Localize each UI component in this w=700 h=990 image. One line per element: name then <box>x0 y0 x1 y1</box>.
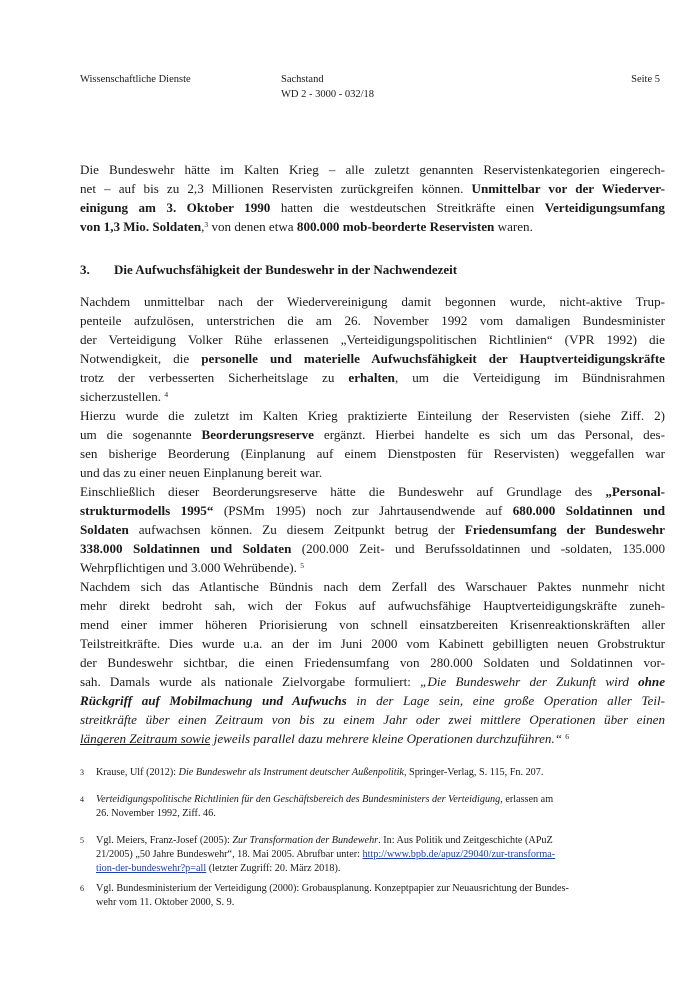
footnote-number: 3 <box>80 768 84 777</box>
paragraph-grobstruktur-2000 <box>80 577 665 748</box>
section-number: 3. <box>80 262 90 277</box>
text-line: streitkräfte über einen Zeitraum von bis zu einem Jahr oder zwei mittlere Operationen über einen <box>80 712 665 727</box>
text-line: Soldaten aufwachsen können. Zu diesem Zeitpunkt betrug der Friedensumfang der Bundeswehr <box>80 522 665 537</box>
footnote-text: Krause, Ulf (2012): Die Bundeswehr als Instrument deutscher Außenpolitik, Springer-Verlag, S. 115, Fn. 207. <box>96 767 544 778</box>
text-line: der Verteidigung Volker Rühe erlassenen „Verteidigungspolitischen Richtlinien“ (VPR 1992) die <box>80 332 665 347</box>
paragraph-psm-1995 <box>80 482 665 577</box>
text-line: penteile aufzulösen, unterstrichen die am 26. November 1992 vom damaligen Bundesminister <box>80 313 665 328</box>
text-line: net – auf bis zu 2,3 Millionen Reservisten zurückgreifen können. Unmittelbar vor der Wiederver- <box>80 181 665 196</box>
footnote-number: 4 <box>80 795 84 804</box>
header-page-number: Seite 5 <box>631 74 660 85</box>
footnote-ref[interactable]: 3 <box>204 220 209 229</box>
text-line: Rückgriff auf Mobilmachung und Aufwuchs in der Lage sein, eine große Operation aller Teil- <box>80 693 665 708</box>
footnote-url-link[interactable]: http://www.bpb.de/apuz/29040/zur-transforma- <box>362 849 556 860</box>
footnote-number: 5 <box>80 836 84 845</box>
text-line: trotz der verbesserten Sicherheitslage zu erhalten, um die Verteidigung im Bündnisrahmen <box>80 370 665 385</box>
header-doc-type: Sachstand <box>281 74 324 85</box>
text-line: Die Bundeswehr hätte im Kalten Krieg – alle zuletzt genannten Reservistenkategorien eingerech- <box>80 162 665 177</box>
paragraph-cold-war-reservists <box>80 160 665 236</box>
text-line: und das zu einer neuen Einplanung bereit war. <box>80 465 323 480</box>
section-heading <box>80 260 457 279</box>
text-line: um die sogenannte Beorderungsreserve ergänzt. Hierbei handelte es sich um das Personal, des- <box>80 427 665 442</box>
text-line: der Bundeswehr sichtbar, die einen Friedensumfang von 280.000 Soldaten und Soldatinnen vor- <box>80 655 665 670</box>
text-line: Nachdem unmittelbar nach der Wiedervereinigung damit begonnen wurde, nicht-aktive Trup- <box>80 294 665 309</box>
footnote-ref[interactable]: 4 <box>164 390 169 399</box>
footnote-text: Vgl. Meiers, Franz-Josef (2005): Zur Transformation der Bundewehr. In: Aus Politik und Zeitgeschichte (APuZ 21/2005) „50 Jahre Bundeswehr“, 18. Mai 2005. Abrufbar unter: http://www.bpb.de/apuz/29040/zur-transforma- tion-der-bundeswehr?p=all (letzter Zugriff: 20. März 2018). <box>96 835 556 874</box>
header-document-info <box>281 72 374 102</box>
footnote-ref[interactable]: 5 <box>300 561 304 570</box>
text-line: sicherzustellen. $^4$ <box>80 389 169 404</box>
footnote-text: Verteidigungspolitische Richtlinien für den Geschäftsbereich des Bundesministers der Verteidigung, erlassen am 26. November 1992, Ziff. 46. <box>96 794 554 819</box>
footnote-separator <box>80 744 210 745</box>
text-line: Nachdem sich das Atlantische Bündnis nach dem Zerfall des Warschauer Paktes nunmehr nicht <box>80 579 665 594</box>
text-line: mehr direkt bedroht sah, wich der Fokus auf aufwuchsfähige Hauptverteidigungskräfte zuneh- <box>80 598 665 613</box>
header-institution: Wissenschaftliche Dienste <box>80 74 191 85</box>
text-line: 338.000 Soldatinnen und Soldaten (200.000 Zeit- und Berufssoldatinnen und -soldaten, 135.000 <box>80 541 665 556</box>
section-title: Die Aufwuchsfähigkeit der Bundeswehr in der Nachwendezeit <box>114 262 458 277</box>
text-line: Hierzu wurde die zuletzt im Kalten Krieg praktizierte Einteilung der Reservisten (siehe Ziff. 2) <box>80 408 665 423</box>
paragraph-vpr-1992 <box>80 292 665 406</box>
text-line: sen bisherige Beorderung (Einplanung auf einem Dienstposten für Reservisten) weggefallen war <box>80 446 665 461</box>
header-doc-number: WD 2 - 3000 - 032/18 <box>281 89 375 100</box>
text-line: Einschließlich dieser Beorderungsreserve hätte die Bundeswehr auf Grundlage des „Personal- <box>80 484 665 499</box>
footnote-ref[interactable]: 6 <box>565 732 570 741</box>
text-line: einigung am 3. Oktober 1990 hatten die westdeutschen Streitkräfte einen Verteidigungsumfang <box>80 200 665 215</box>
text-line: Wehrpflichtigen und 3.000 Wehrübende). $^5$ <box>80 560 304 575</box>
footnote-number: 6 <box>80 884 84 893</box>
text-line: strukturmodells 1995“ (PSMm 1995) noch zur Jahrtausendwende auf 680.000 Soldatinnen und <box>80 503 666 518</box>
text-line: sah. Damals wurde als nationale Zielvorgabe formuliert: „Die Bundeswehr der Zukunft wird ohne <box>80 674 666 689</box>
text-line: Notwendigkeit, die personelle und materielle Aufwuchsfähigkeit der Hauptverteidigungskräfte <box>80 351 665 366</box>
footnote-url-link-cont[interactable]: tion-der-bundeswehr?p=all <box>96 863 207 874</box>
text-line: mend einer immer höheren Priorisierung von schnell einsatzbereiten Krisenreaktionskräften aller <box>80 617 665 632</box>
text-line: von 1,3 Mio. Soldaten,$^3$ von denen etwa 800.000 mob-beorderte Reservisten waren. <box>80 219 533 234</box>
text-line: längeren Zeitraum sowie jeweils parallel dazu mehrere kleine Operationen durchzuführen.“ $^6$ <box>80 731 570 746</box>
text-line: Teilstreitkräfte. Dies wurde u.a. an der im Juni 2000 vom Kabinett gebilligten neuen Grobstruktur <box>80 636 665 651</box>
footnote-text: Vgl. Bundesministerium der Verteidigung (2000): Grobausplanung. Konzeptpapier zur Neuausrichtung der Bundes- wehr vom 11. Oktober 2000, S. 9. <box>96 883 569 908</box>
paragraph-beorderungsreserve <box>80 406 665 482</box>
